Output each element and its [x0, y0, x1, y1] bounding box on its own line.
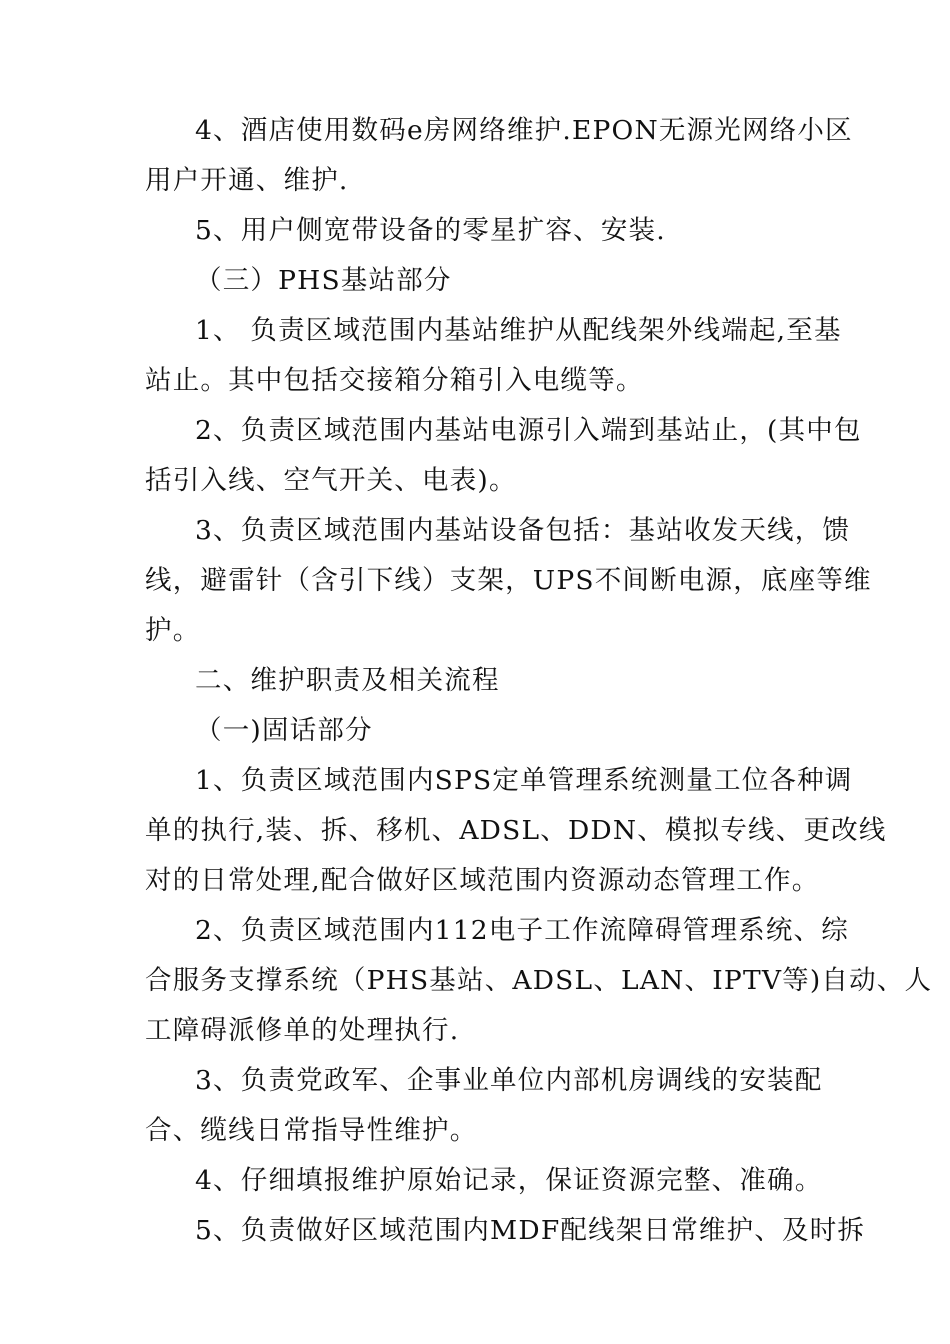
text-line: 2、负责区域范围内112电子工作流障碍管理系统、综 — [195, 915, 849, 946]
section-heading: （三）PHS基站部分 — [195, 265, 452, 296]
chapter-heading: 二、维护职责及相关流程 — [195, 665, 500, 696]
section-heading: （一)固话部分 — [195, 715, 373, 746]
text-line: 3、负责区域范围内基站设备包括：基站收发天线，馈 — [195, 515, 851, 546]
text-line: 工障碍派修单的处理执行. — [145, 1015, 460, 1046]
text-line: 站止。其中包括交接箱分箱引入电缆等。 — [145, 365, 644, 396]
text-line: 1、 负责区域范围内基站维护从配线架外线端起,至基 — [195, 315, 842, 346]
text-line: 4、酒店使用数码e房网络维护.EPON无源光网络小区 — [195, 115, 853, 146]
text-line: 对的日常处理,配合做好区域范围内资源动态管理工作。 — [145, 865, 820, 896]
text-line: 用户开通、维护. — [145, 165, 349, 196]
text-line: 5、用户侧宽带设备的零星扩容、安装. — [195, 215, 666, 246]
text-line: 1、负责区域范围内SPS定单管理系统测量工位各种调 — [195, 765, 853, 796]
text-line: 5、负责做好区域范围内MDF配线架日常维护、及时拆 — [195, 1215, 866, 1246]
text-line: 4、仔细填报维护原始记录，保证资源完整、准确。 — [195, 1165, 823, 1196]
text-line: 护。 — [145, 615, 201, 646]
text-line: 3、负责党政军、企事业单位内部机房调线的安装配 — [195, 1065, 823, 1096]
text-line: 单的执行,装、拆、移机、ADSL、DDN、模拟专线、更改线 — [145, 815, 887, 846]
text-line: 合、缆线日常指导性维护。 — [145, 1115, 478, 1146]
text-line: 2、负责区域范围内基站电源引入端到基站止，(其中包 — [195, 415, 862, 446]
text-line: 线，避雷针（含引下线）支架，UPS不间断电源，底座等维 — [145, 565, 872, 596]
text-line: 括引入线、空气开关、电表)。 — [145, 465, 517, 496]
text-line: 合服务支撑系统（PHS基站、ADSL、LAN、IPTV等)自动、人 — [145, 965, 933, 996]
